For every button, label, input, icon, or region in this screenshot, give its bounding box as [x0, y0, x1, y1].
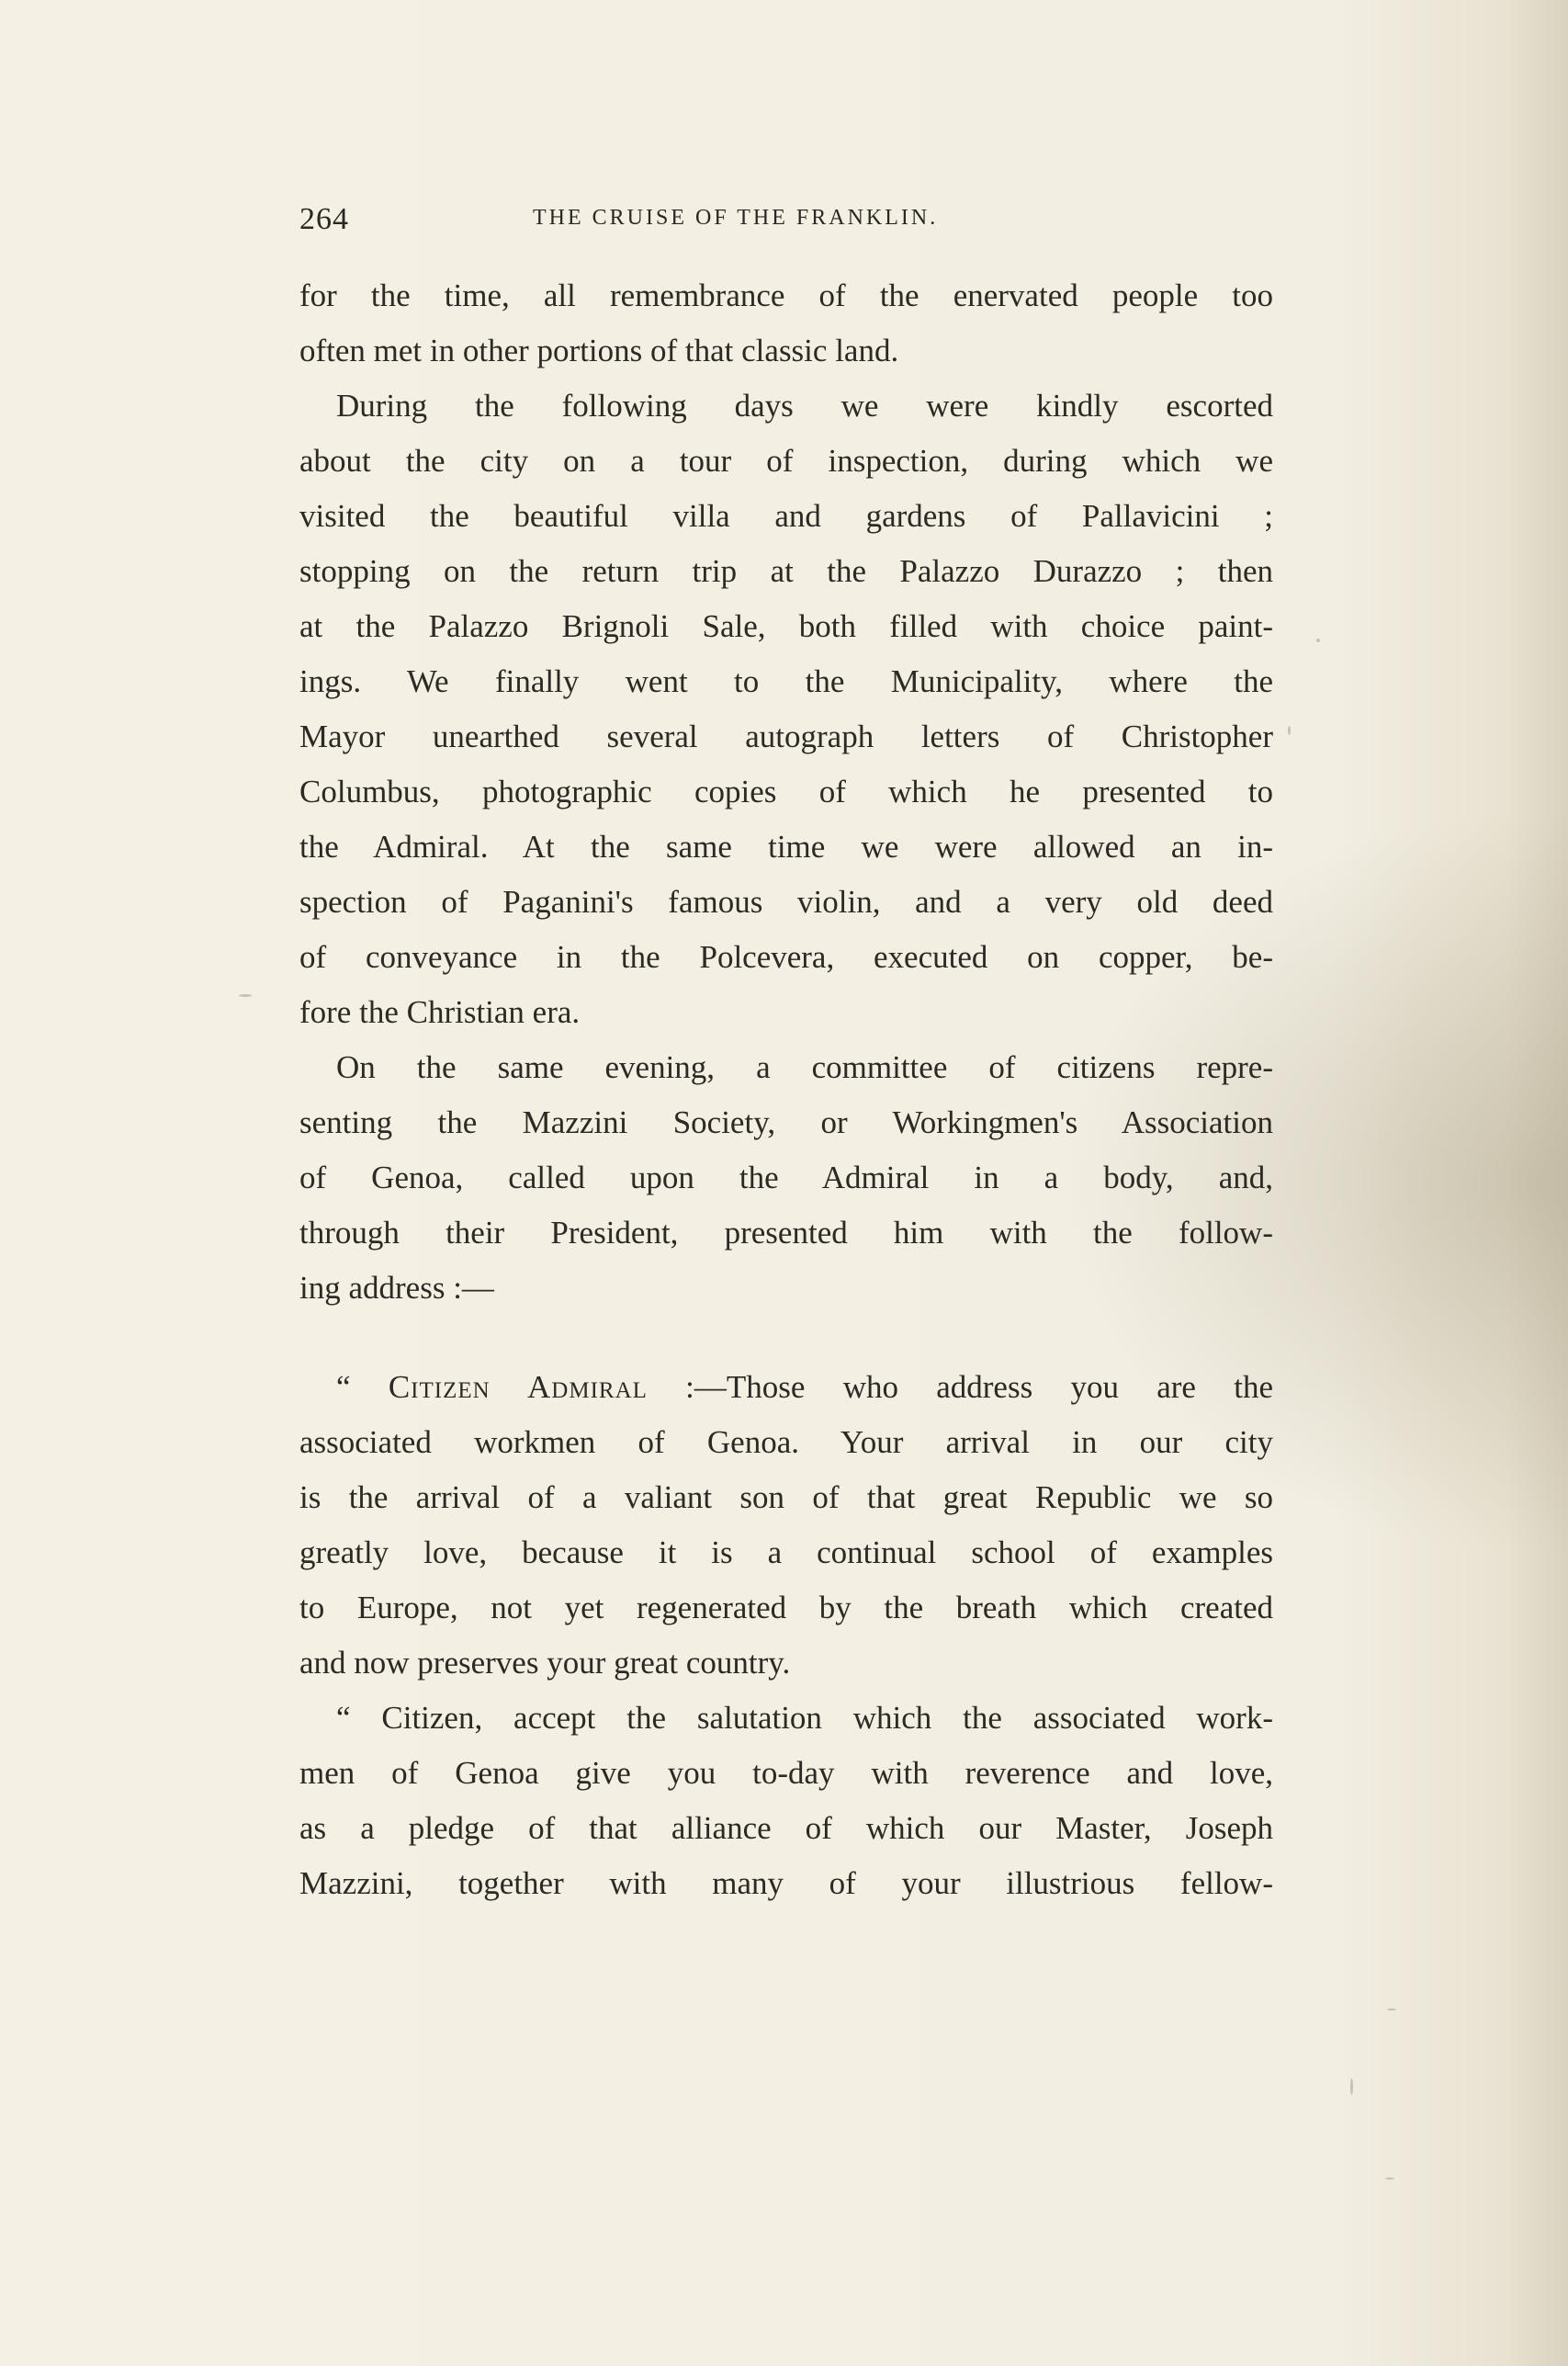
running-header: [299, 197, 1273, 252]
salutation-rest: :—Those who address you are the: [647, 1369, 1273, 1405]
address-paragraph-1: [299, 1360, 1273, 1691]
text-line: men of Genoa give you to-day with reverence and love,: [299, 1755, 1273, 1791]
text-line: as a pledge of that alliance of which our Master, Joseph: [299, 1810, 1273, 1846]
paper-speck: [1350, 2078, 1353, 2095]
text-line: On the same evening, a committee of citizens repre-: [336, 1049, 1273, 1085]
text-line: through their President, presented him with the follow-: [299, 1215, 1273, 1251]
text-line: of conveyance in the Polcevera, executed on copper, be-: [299, 939, 1273, 975]
text-line: associated workmen of Genoa. Your arrival in our city: [299, 1424, 1273, 1460]
text-line: Columbus, photographic copies of which he presented to: [299, 774, 1273, 809]
text-line: and now preserves your great country.: [299, 1645, 791, 1681]
address-paragraph-2: [299, 1691, 1273, 1911]
text-line: ings. We finally went to the Municipality, where the: [299, 663, 1273, 699]
text-line: to Europe, not yet regenerated by the breath which created: [299, 1590, 1273, 1625]
text-line: senting the Mazzini Society, or Workingmen's Association: [299, 1104, 1273, 1140]
paragraph-1: [299, 268, 1273, 379]
paper-speck: [239, 994, 252, 997]
text-line: Mayor unearthed several autograph letters of Christopher: [299, 719, 1273, 754]
section-gap: [299, 1316, 1273, 1360]
paper-speck: [1288, 726, 1291, 735]
text-line: the Admiral. At the same time we were allowed an in-: [299, 829, 1273, 865]
body-text: [299, 268, 1273, 1911]
salutation-smallcaps: Citizen Admiral: [388, 1369, 648, 1405]
text-line: Mazzini, together with many of your illustrious fellow-: [299, 1865, 1273, 1901]
text-line: about the city on a tour of inspection, during which we: [299, 443, 1273, 479]
text-line: at the Palazzo Brignoli Sale, both filled with choice paint-: [299, 608, 1273, 644]
text-line: ing address :—: [299, 1270, 494, 1306]
text-line: During the following days we were kindly escorted: [336, 388, 1273, 424]
open-quote: “: [336, 1369, 389, 1405]
paper-speck: [1385, 2178, 1394, 2179]
text-line: “ Citizen, accept the salutation which the associated work-: [336, 1700, 1273, 1736]
text-line: greatly love, because it is a continual school of examples: [299, 1534, 1273, 1570]
text-line: stopping on the return trip at the Palazzo Durazzo ; then: [299, 553, 1273, 589]
page-number: 264: [299, 202, 349, 236]
text-line: for the time, all remembrance of the enervated people too: [299, 277, 1273, 313]
paper-speck: [1387, 2009, 1396, 2010]
paper-speck: [1316, 639, 1320, 642]
text-line: is the arrival of a valiant son of that great Republic we so: [299, 1479, 1273, 1515]
text-line: visited the beautiful villa and gardens of Pallavicini ;: [299, 498, 1273, 534]
text-line: of Genoa, called upon the Admiral in a body, and,: [299, 1160, 1273, 1195]
paragraph-2: [299, 379, 1273, 1040]
text-line: [299, 1360, 1273, 1415]
text-line: often met in other portions of that classic land.: [299, 333, 899, 368]
text-line: spection of Paganini's famous violin, and a very old deed: [299, 884, 1273, 920]
text-line: fore the Christian era.: [299, 994, 581, 1030]
paragraph-3: [299, 1040, 1273, 1316]
running-title: THE CRUISE OF THE FRANKLIN.: [533, 206, 939, 230]
